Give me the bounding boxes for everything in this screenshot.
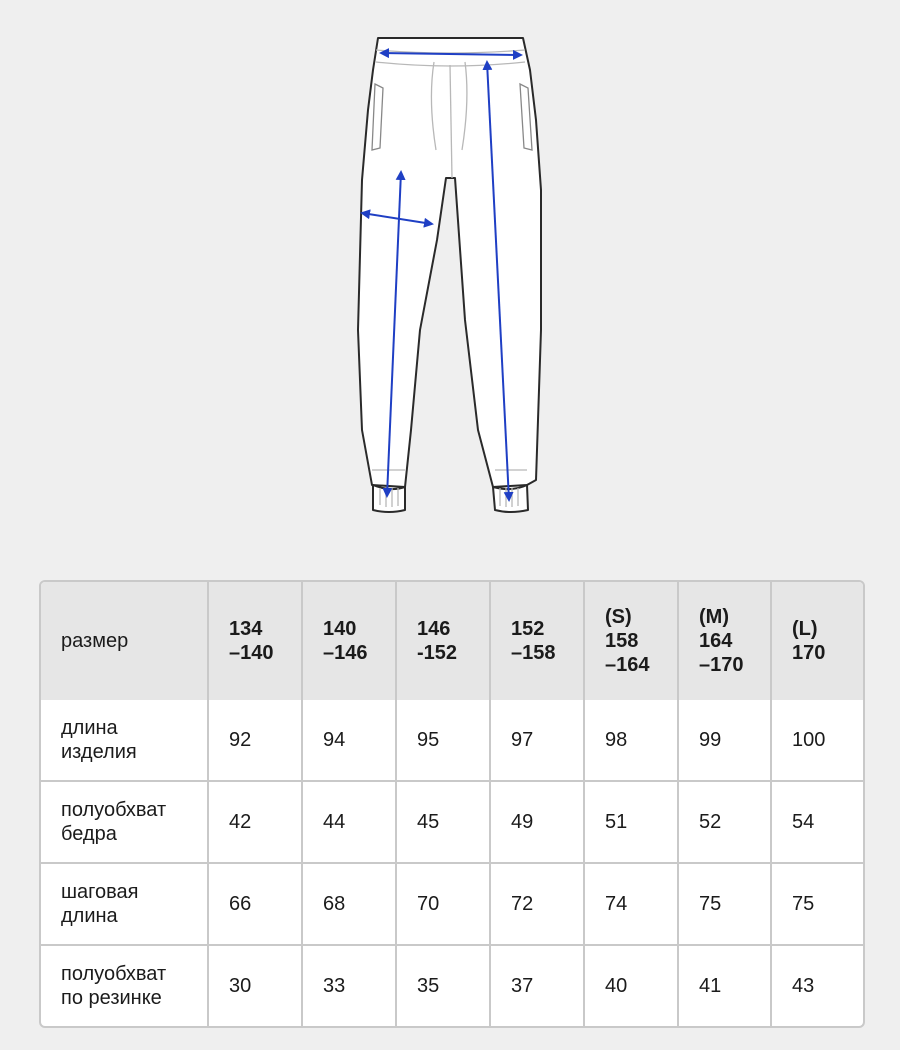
table-cell: 40 [585,946,679,1026]
table-cell: 33 [303,946,397,1026]
table-cell: 95 [397,700,491,782]
table-cell: 35 [397,946,491,1026]
table-cell: 92 [209,700,303,782]
size-header-label: размер [41,582,209,700]
table-cell: 30 [209,946,303,1026]
table-cell: 54 [772,782,863,864]
table-row-hip-half-girth [41,782,863,864]
table-cell: 52 [679,782,772,864]
table-cell: 41 [679,946,772,1026]
table-row-inseam-length [41,864,863,946]
table-cell: 75 [679,864,772,946]
table-cell: 98 [585,700,679,782]
table-cell: 37 [491,946,585,1026]
size-column-header: 140 –146 [303,582,397,700]
size-column-header: 134 –140 [209,582,303,700]
table-cell: 51 [585,782,679,864]
jogger-pants-icon [340,25,560,525]
table-cell: 99 [679,700,772,782]
table-cell: 44 [303,782,397,864]
table-cell: 45 [397,782,491,864]
row-label: шаговая длина [41,864,209,946]
table-cell: 97 [491,700,585,782]
table-cell: 70 [397,864,491,946]
row-label: полуобхват по резинке [41,946,209,1026]
table-cell: 72 [491,864,585,946]
table-cell: 94 [303,700,397,782]
row-label: длина изделия [41,700,209,782]
table-cell: 68 [303,864,397,946]
table-cell: 100 [772,700,863,782]
table-cell: 42 [209,782,303,864]
table-row-product-length [41,700,863,782]
size-column-header: (M) 164 –170 [679,582,772,700]
table-cell: 74 [585,864,679,946]
table-cell: 43 [792,975,815,997]
size-column-header: 146 -152 [397,582,491,700]
size-chart-table [39,580,865,1028]
table-cell: 75 [772,864,863,946]
table-cell: 49 [491,782,585,864]
header-row [41,582,863,700]
row-label: полуобхват бедра [41,782,209,864]
table-row-cuff-half-girth [41,946,863,1026]
table-cell: 66 [209,864,303,946]
pants-measurement-diagram [340,25,560,525]
size-column-header: (L) 170 [772,582,863,700]
size-column-header: 152 –158 [491,582,585,700]
size-column-header: (S) 158 –164 [585,582,679,700]
